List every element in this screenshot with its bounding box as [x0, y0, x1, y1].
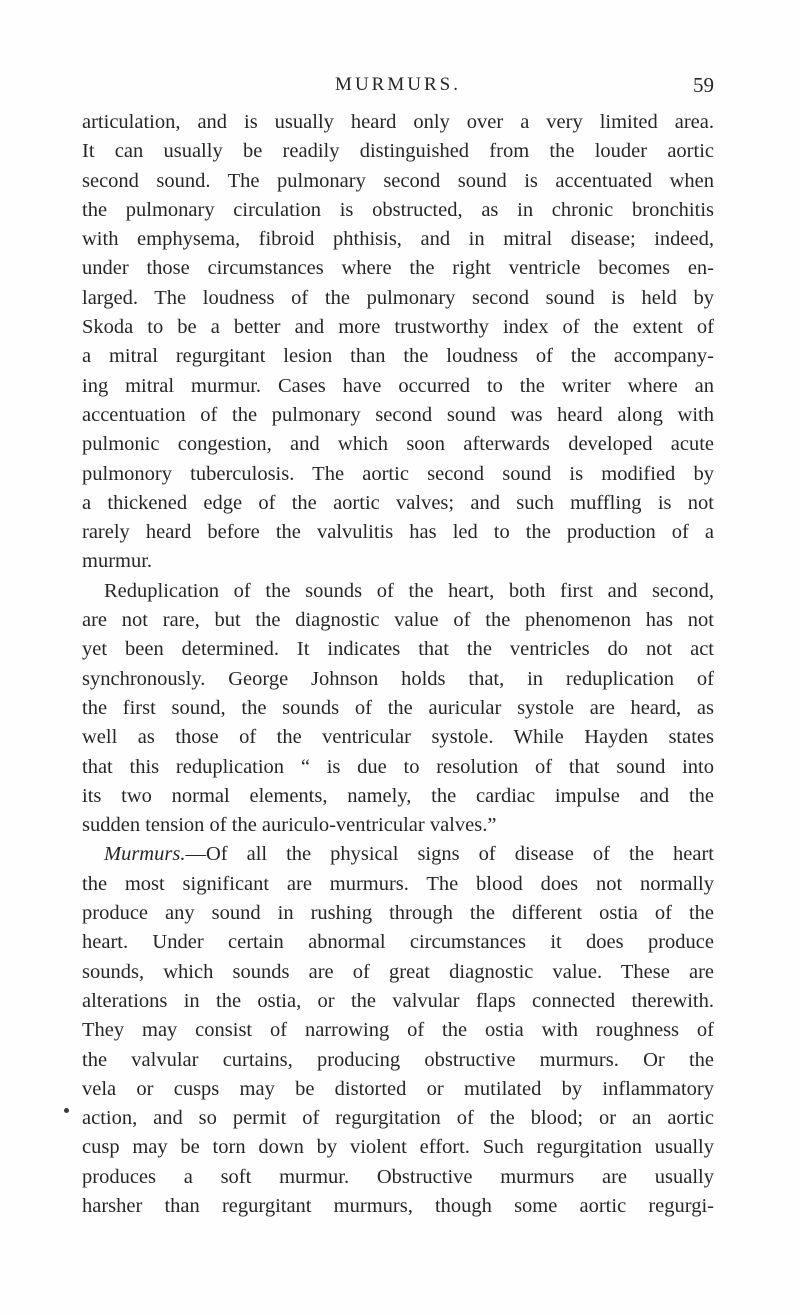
text-line: its two normal elements, namely, the cardiac impulse and the: [82, 784, 714, 807]
text-line: articulation, and is usually heard only over a very limited area.: [82, 111, 714, 133]
text-line: second sound. The pulmonary second sound is accentuated when: [82, 169, 714, 192]
text-line: They may consist of narrowing of the ostia with roughness of: [82, 1019, 714, 1042]
text-line: cusp may be torn down by violent effort. Such regurgitation usually: [82, 1136, 714, 1159]
running-title: MURMURS.: [335, 74, 461, 95]
text-line: well as those of the ventricular systole. While Hayden states: [82, 726, 714, 749]
margin-mark: [64, 1108, 69, 1113]
text-line: synchronously. George Johnson holds that, in reduplication of: [82, 667, 714, 690]
text-line: ing mitral murmur. Cases have occurred to the writer where an: [82, 374, 714, 397]
text-line: sudden tension of the auriculo-ventricular valves.”: [82, 814, 497, 837]
text-line: vela or cusps may be distorted or mutilated by inflammatory: [82, 1077, 714, 1100]
text-line: Skoda to be a better and more trustworthy index of the extent of: [82, 316, 714, 339]
text-line: the valvular curtains, producing obstructive murmurs. Or the: [82, 1048, 714, 1071]
running-head: [82, 72, 714, 98]
text-line: under those circumstances where the right ventricle becomes en-: [82, 257, 714, 280]
text-line: are not rare, but the diagnostic value of the phenomenon has not: [82, 609, 714, 632]
text-line: the first sound, the sounds of the auricular systole are heard, as: [82, 696, 714, 719]
text-line: a mitral regurgitant lesion than the loudness of the accompany-: [82, 345, 714, 368]
text-line: heart. Under certain abnormal circumstances it does produce: [82, 931, 714, 954]
text-line: pulmonory tuberculosis. The aortic second sound is modified by: [82, 462, 714, 485]
text-line: that this reduplication “ is due to resolution of that sound into: [82, 755, 714, 778]
text-line: pulmonic congestion, and which soon afterwards developed acute: [82, 433, 714, 456]
text-line: sounds, which sounds are of great diagnostic value. These are: [82, 960, 714, 983]
body-text: [82, 108, 714, 1221]
text-line: produce any sound in rushing through the different ostia of the: [82, 902, 714, 925]
text-line: rarely heard before the valvulitis has led to the production of a: [82, 521, 714, 544]
text-line: alterations in the ostia, or the valvular flaps connected therewith.: [82, 989, 714, 1012]
text-line: the most significant are murmurs. The blood does not normally: [82, 872, 714, 895]
text-line: action, and so permit of regurgitation of the blood; or an aortic: [82, 1107, 714, 1130]
text-line: It can usually be readily distinguished from the louder aortic: [82, 140, 714, 163]
text-line: larged. The loudness of the pulmonary second sound is held by: [82, 286, 714, 309]
text-line: harsher than regurgitant murmurs, though some aortic regurgi-: [82, 1194, 714, 1217]
text-line: Murmurs.—Of all the physical signs of disease of the heart: [104, 843, 714, 866]
text-line: yet been determined. It indicates that the ventricles do not act: [82, 638, 714, 661]
text-line: murmur.: [82, 550, 153, 573]
run-in-heading: Murmurs.: [104, 843, 186, 866]
text-line: Reduplication of the sounds of the heart, both first and second,: [104, 579, 714, 602]
text-line: the pulmonary circulation is obstructed, as in chronic bronchitis: [82, 198, 714, 221]
page-number: 59: [693, 73, 714, 97]
text-line: accentuation of the pulmonary second sound was heard along with: [82, 403, 714, 426]
text-line: a thickened edge of the aortic valves; and such muffling is not: [82, 491, 714, 514]
text-line: with emphysema, fibroid phthisis, and in mitral disease; indeed,: [82, 228, 714, 251]
text-line: produces a soft murmur. Obstructive murmurs are usually: [82, 1165, 714, 1188]
